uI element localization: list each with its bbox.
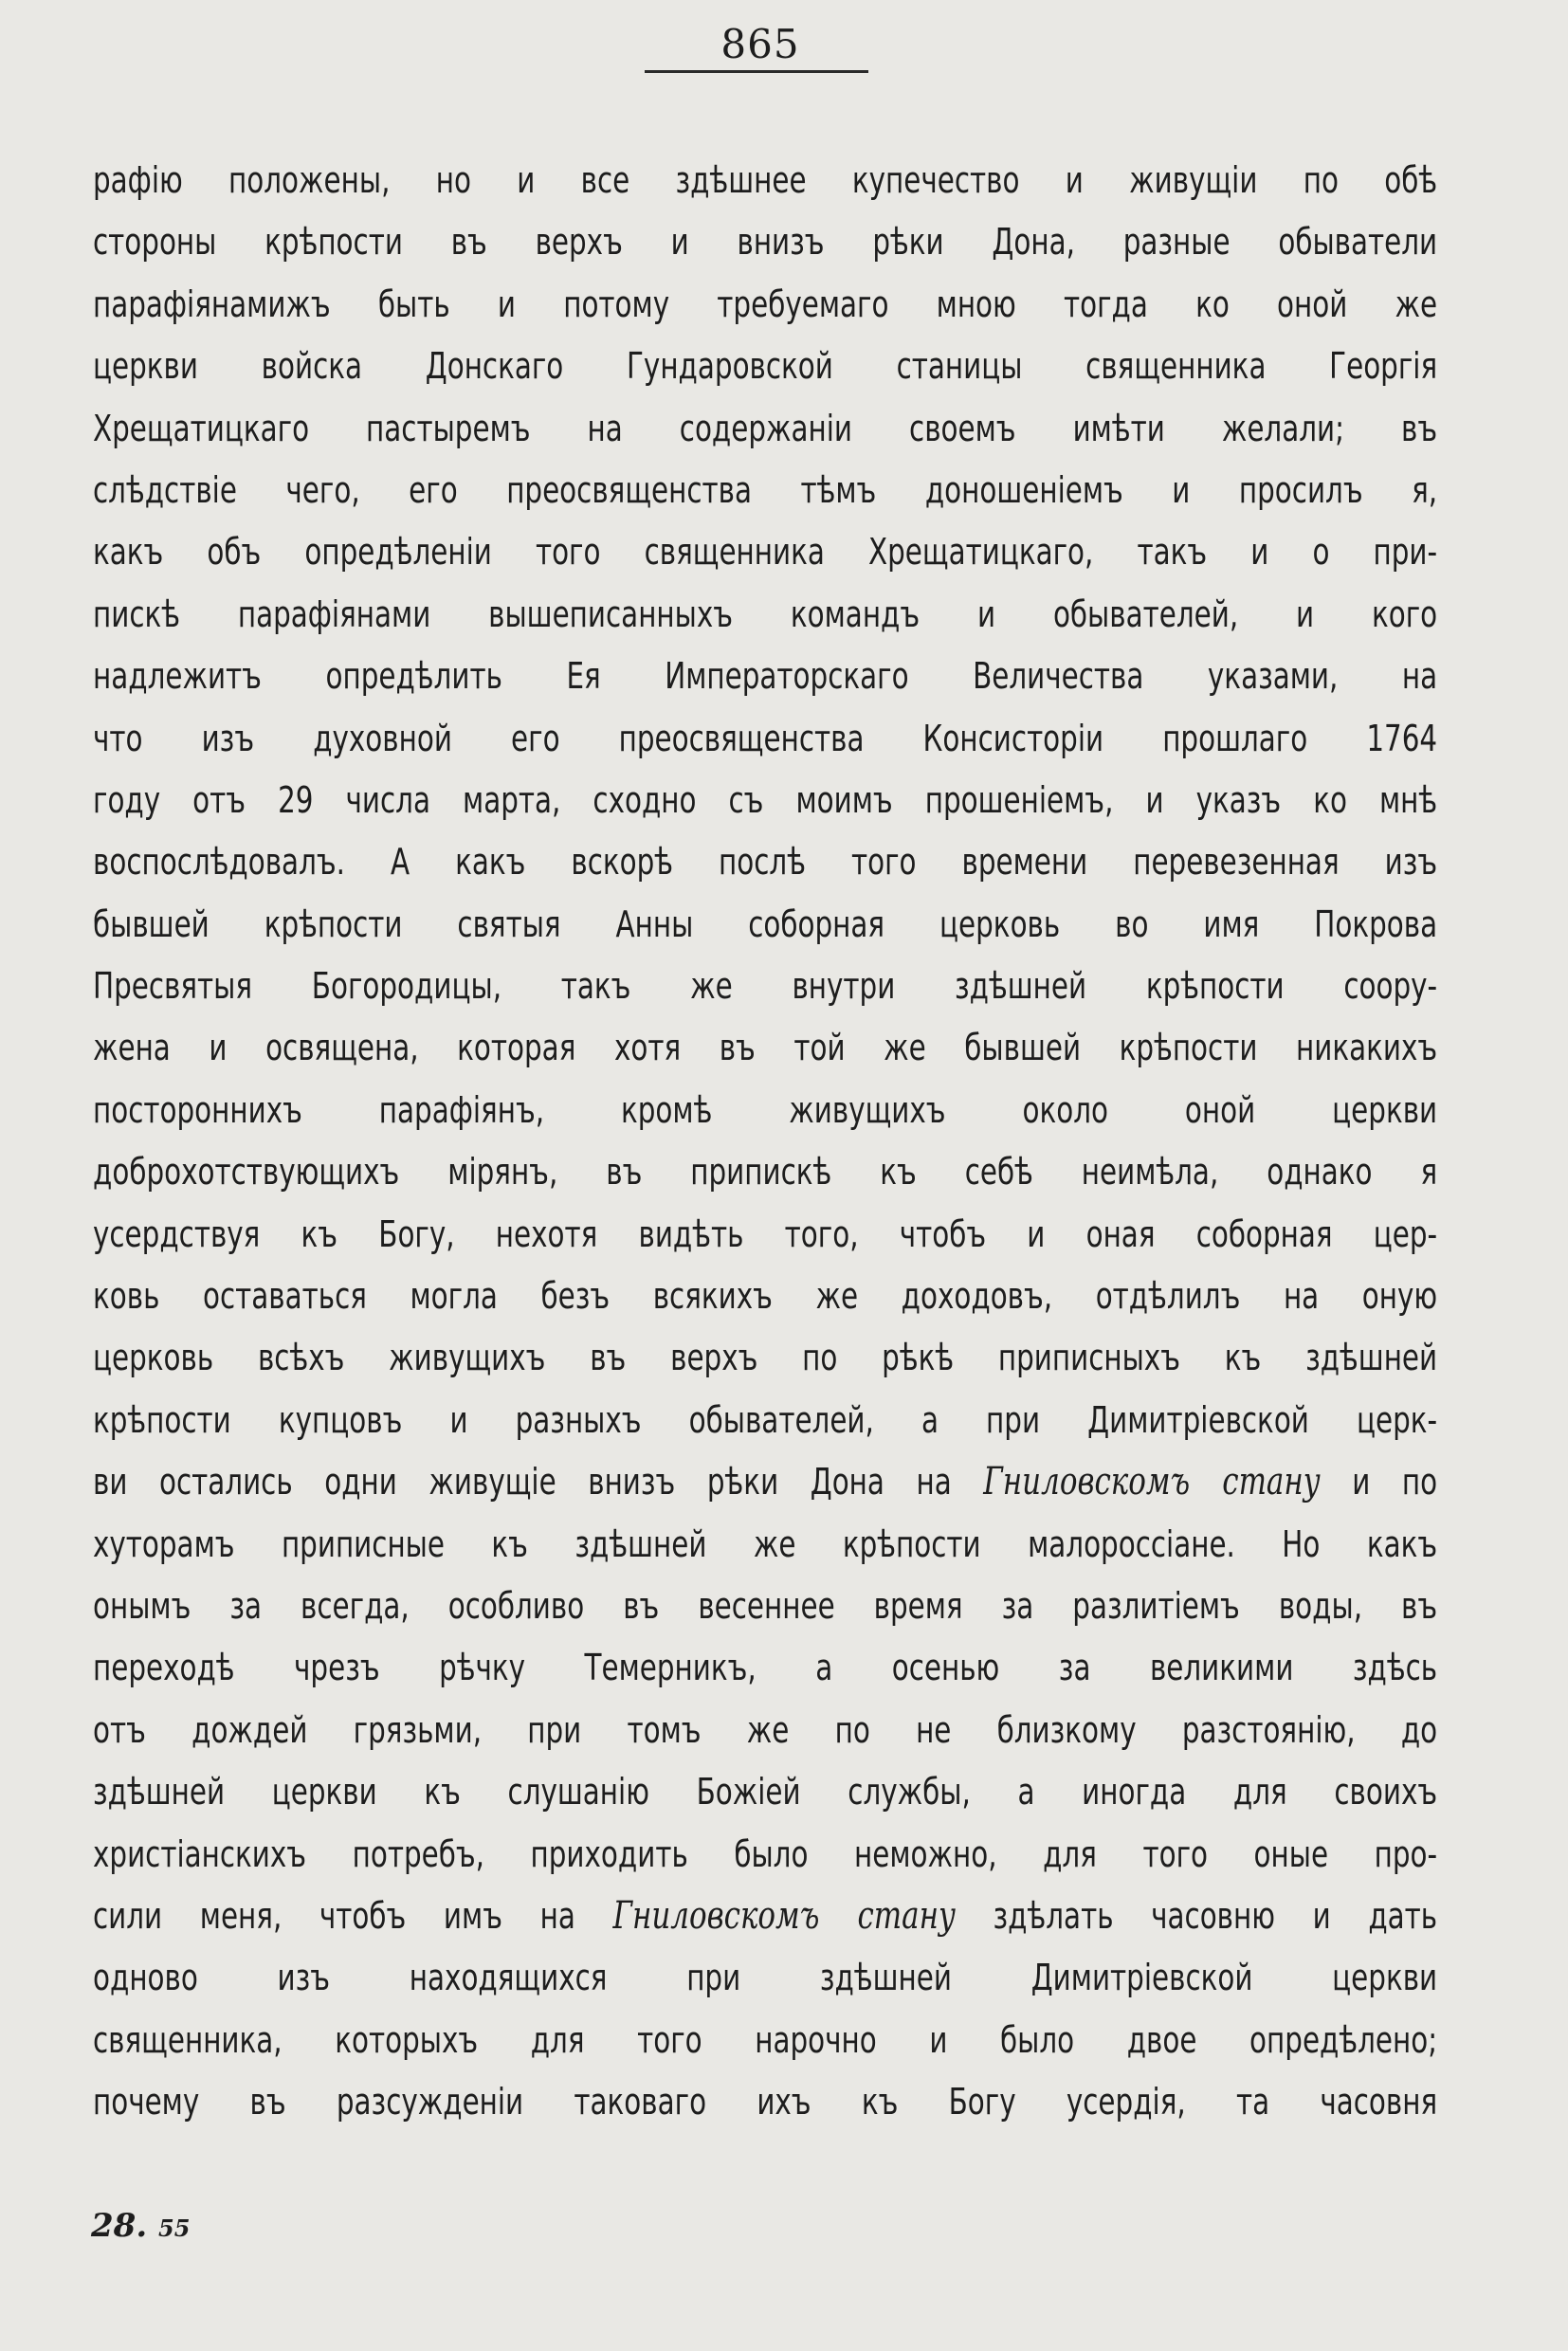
text-segment: сили меня, чтобъ имъ на bbox=[93, 1894, 613, 1937]
text-line: стороны крѣпости въ верхъ и внизъ рѣки Дона, разные обыватели bbox=[93, 221, 1438, 264]
text-line: рафію положены, но и все здѣшнее купечество и живущіи по обѣ bbox=[93, 159, 1438, 201]
text-line: году отъ 29 числа марта, сходно съ моимъ прошеніемъ, и указъ ко мнѣ bbox=[93, 778, 1438, 821]
text-line: слѣдствіе чего, его преосвященства тѣмъ доношеніемъ и просилъ я, bbox=[93, 468, 1438, 511]
text-line: парафіянамижъ быть и потому требуемаго мною тогда ко оной же bbox=[93, 282, 1438, 325]
text-line: доброхотствующихъ мірянъ, въ припискѣ къ себѣ неимѣла, однако я bbox=[93, 1151, 1438, 1194]
text-line: здѣшней церкви къ слушанію Божіей службы, а иногда для своихъ bbox=[93, 1771, 1438, 1813]
header-rule bbox=[645, 70, 868, 73]
text-line: какъ объ опредѣленіи того священника Хрещатицкаго, такъ и о при- bbox=[93, 531, 1438, 574]
text-line: пискѣ парафіянами вышеписанныхъ командъ и обывателей, и кого bbox=[93, 592, 1438, 635]
text-line: Хрещатицкаго пастыремъ на содержаніи своемъ имѣти желали; въ bbox=[93, 407, 1438, 449]
text-line bbox=[93, 1886, 1437, 1947]
text-line: что изъ духовной его преосвященства Консисторіи прошлаго 1764 bbox=[93, 717, 1438, 759]
text-segment: здѣлать часовню и дать bbox=[955, 1894, 1438, 1937]
body-text bbox=[93, 150, 1437, 2134]
text-line: бывшей крѣпости святыя Анны соборная церковь во имя Покрова bbox=[93, 902, 1438, 945]
text-line: хуторамъ приписные къ здѣшней же крѣпости малороссіане. Но какъ bbox=[93, 1522, 1438, 1565]
text-line: жена и освящена, которая хотя въ той же бывшей крѣпости никакихъ bbox=[93, 1027, 1438, 1069]
text-line: отъ дождей грязьми, при томъ же по не близкому разстоянію, до bbox=[93, 1708, 1438, 1751]
text-line: усердствуя къ Богу, нехотя видѣть того, чтобъ и оная соборная цер- bbox=[93, 1212, 1438, 1255]
text-line: ковь оставаться могла безъ всякихъ же доходовъ, отдѣлилъ на оную bbox=[93, 1275, 1438, 1318]
italic-place-name: Гниловскомъ стану bbox=[983, 1460, 1321, 1504]
text-line: Пресвятыя Богородицы, такъ же внутри здѣшней крѣпости соору- bbox=[93, 965, 1438, 1008]
text-line bbox=[93, 1451, 1437, 1513]
text-line: крѣпости купцовъ и разныхъ обывателей, а при Димитріевской церк- bbox=[93, 1398, 1438, 1441]
text-line: церковь всѣхъ живущихъ въ верхъ по рѣкѣ приписныхъ къ здѣшней bbox=[93, 1337, 1438, 1379]
italic-place-name: Гниловскомъ стану bbox=[612, 1893, 956, 1938]
signature-subnumber: 55 bbox=[158, 2214, 191, 2242]
text-line: христіанскихъ потребъ, приходить было неможно, для того оные про- bbox=[93, 1832, 1438, 1875]
signature-mark bbox=[91, 2207, 190, 2245]
text-line: священника, которыхъ для того нарочно и было двое опредѣлено; bbox=[93, 2018, 1438, 2061]
text-line: онымъ за всегда, особливо въ весеннее время за разлитіемъ воды, въ bbox=[93, 1584, 1438, 1627]
text-line: воспослѣдовалъ. А какъ вскорѣ послѣ того времени перевезенная изъ bbox=[93, 841, 1438, 884]
text-line: надлежитъ опредѣлить Ея Императорскаго Величества указами, на bbox=[93, 655, 1438, 698]
text-segment: и по bbox=[1320, 1461, 1438, 1504]
text-line: переходѣ чрезъ рѣчку Темерникъ, а осенью за великими здѣсь bbox=[93, 1647, 1438, 1689]
text-line: церкви войска Донскаго Гундаровской станицы священника Георгія bbox=[93, 345, 1438, 388]
text-line: одново изъ находящихся при здѣшней Димитріевской церкви bbox=[93, 1957, 1438, 1999]
text-line: почему въ разсужденіи таковаго ихъ къ Богу усердія, та часовня bbox=[93, 2081, 1438, 2123]
text-line: постороннихъ парафіянъ, кромѣ живущихъ около оной церкви bbox=[93, 1088, 1438, 1131]
page-number: 865 bbox=[720, 21, 800, 67]
text-segment: ви остались одни живущіе внизъ рѣки Дона на bbox=[93, 1461, 984, 1504]
signature-number: 28. bbox=[91, 2207, 148, 2245]
